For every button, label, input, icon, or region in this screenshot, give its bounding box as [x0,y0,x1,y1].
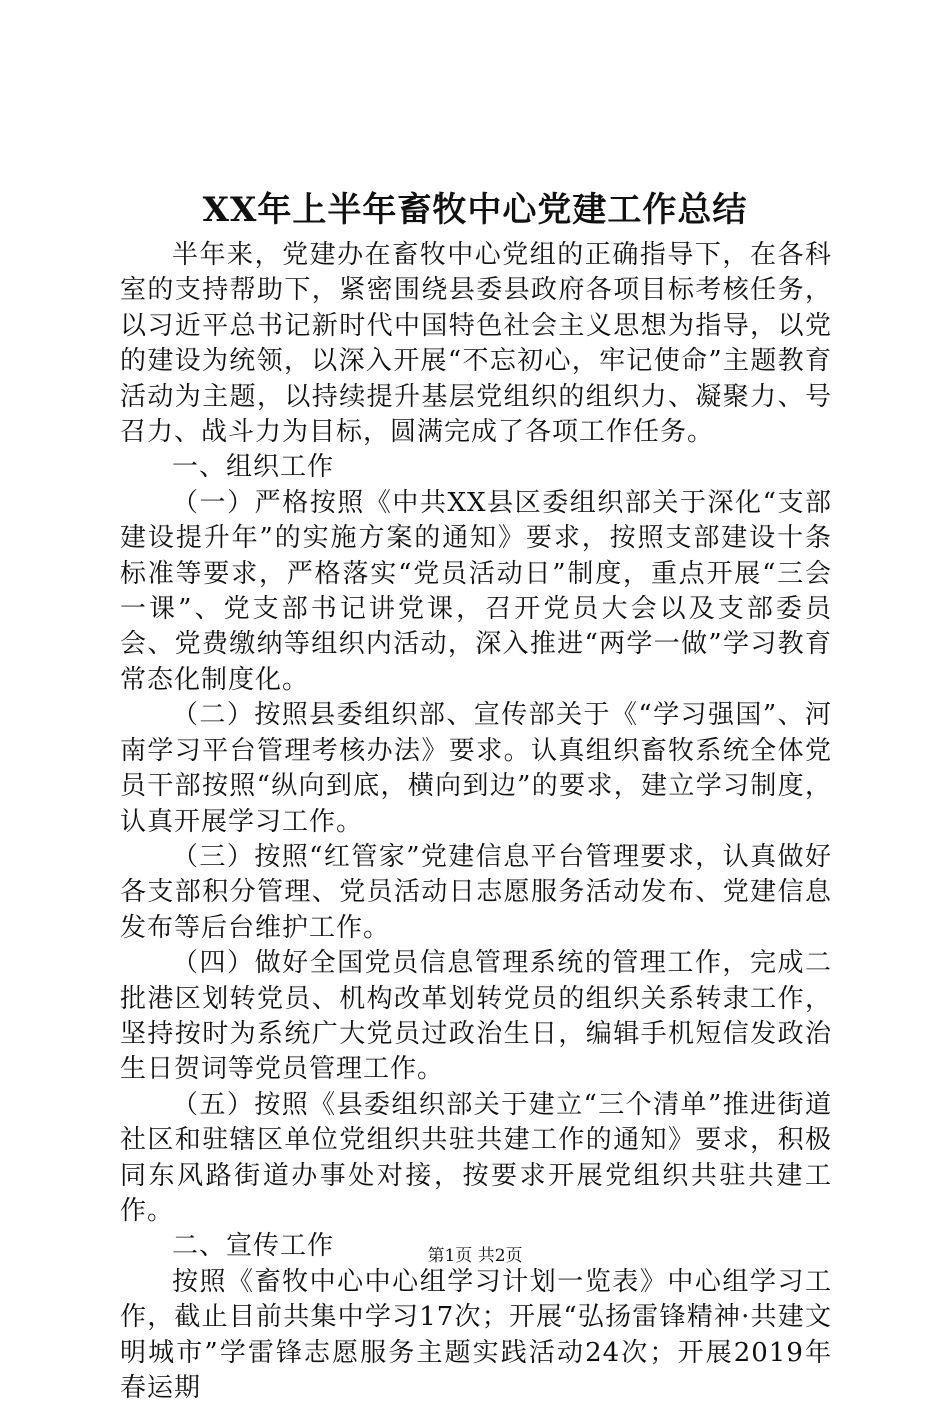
section-heading-publicity: 二、宣传工作 [172,1231,335,1262]
document-body [120,238,832,1406]
section-heading-organization: 一、组织工作 [172,452,335,483]
organization-item-4: （四）做好全国党员信息管理系统的管理工作，完成二批港区划转党员、机构改革划转党员的组织关系转隶工作，坚持按时为系统广大党员过政治生日，编辑手机短信发政治生日贺词等党员管理工作。 [120,948,832,1085]
organization-item-3: （三）按照“红管家”党建信息平台管理要求，认真做好各支部积分管理、党员活动日志愿服务活动发布、党建信息发布等后台维护工作。 [120,841,832,943]
publicity-paragraph: 按照《畜牧中心中心组学习计划一览表》中心组学习工作，截止目前共集中学习17次；开展“弘扬雷锋精神·共建文明城市”学雷锋志愿服务主题实践活动24次；开展2019年春运期 [120,1266,832,1403]
organization-item-1: （一）严格按照《中共XX县区委组织部关于深化“支部建设提升年”的实施方案的通知》要求，按照支部建设十条标准等要求，严格落实“党员活动日”制度，重点开展“三会一课”、党支部书记讲党课，召开党员大会以及支部委员会、党费缴纳等组织内活动，深入推进“两学一做”学习教育常态化制度化。 [120,487,832,695]
intro-paragraph: 半年来，党建办在畜牧中心党组的正确指导下，在各科室的支持帮助下，紧密围绕县委县政府各项目标考核任务，以习近平总书记新时代中国特色社会主义思想为指导，以党的建设为统领，以深入开展“不忘初心，牢记使命”主题教育活动为主题，以持续提升基层党组织的组织力、凝聚力、号召力、战斗力为目标，圆满完成了各项工作任务。 [120,240,832,448]
page-footer: 第1页 共2页 [427,1246,523,1266]
document-title: XX年上半年畜牧中心党建工作总结 [202,190,748,230]
organization-item-2: （二）按照县委组织部、宣传部关于《“学习强国”、河南学习平台管理考核办法》要求。认真组织畜牧系统全体党员干部按照“纵向到底，横向到边”的要求，建立学习制度，认真开展学习工作。 [120,700,832,837]
organization-item-5: （五）按照《县委组织部关于建立“三个清单”推进街道社区和驻辖区单位党组织共驻共建工作的通知》要求，积极同东风路街道办事处对接，按要求开展党组织共驻共建工作。 [120,1089,832,1226]
